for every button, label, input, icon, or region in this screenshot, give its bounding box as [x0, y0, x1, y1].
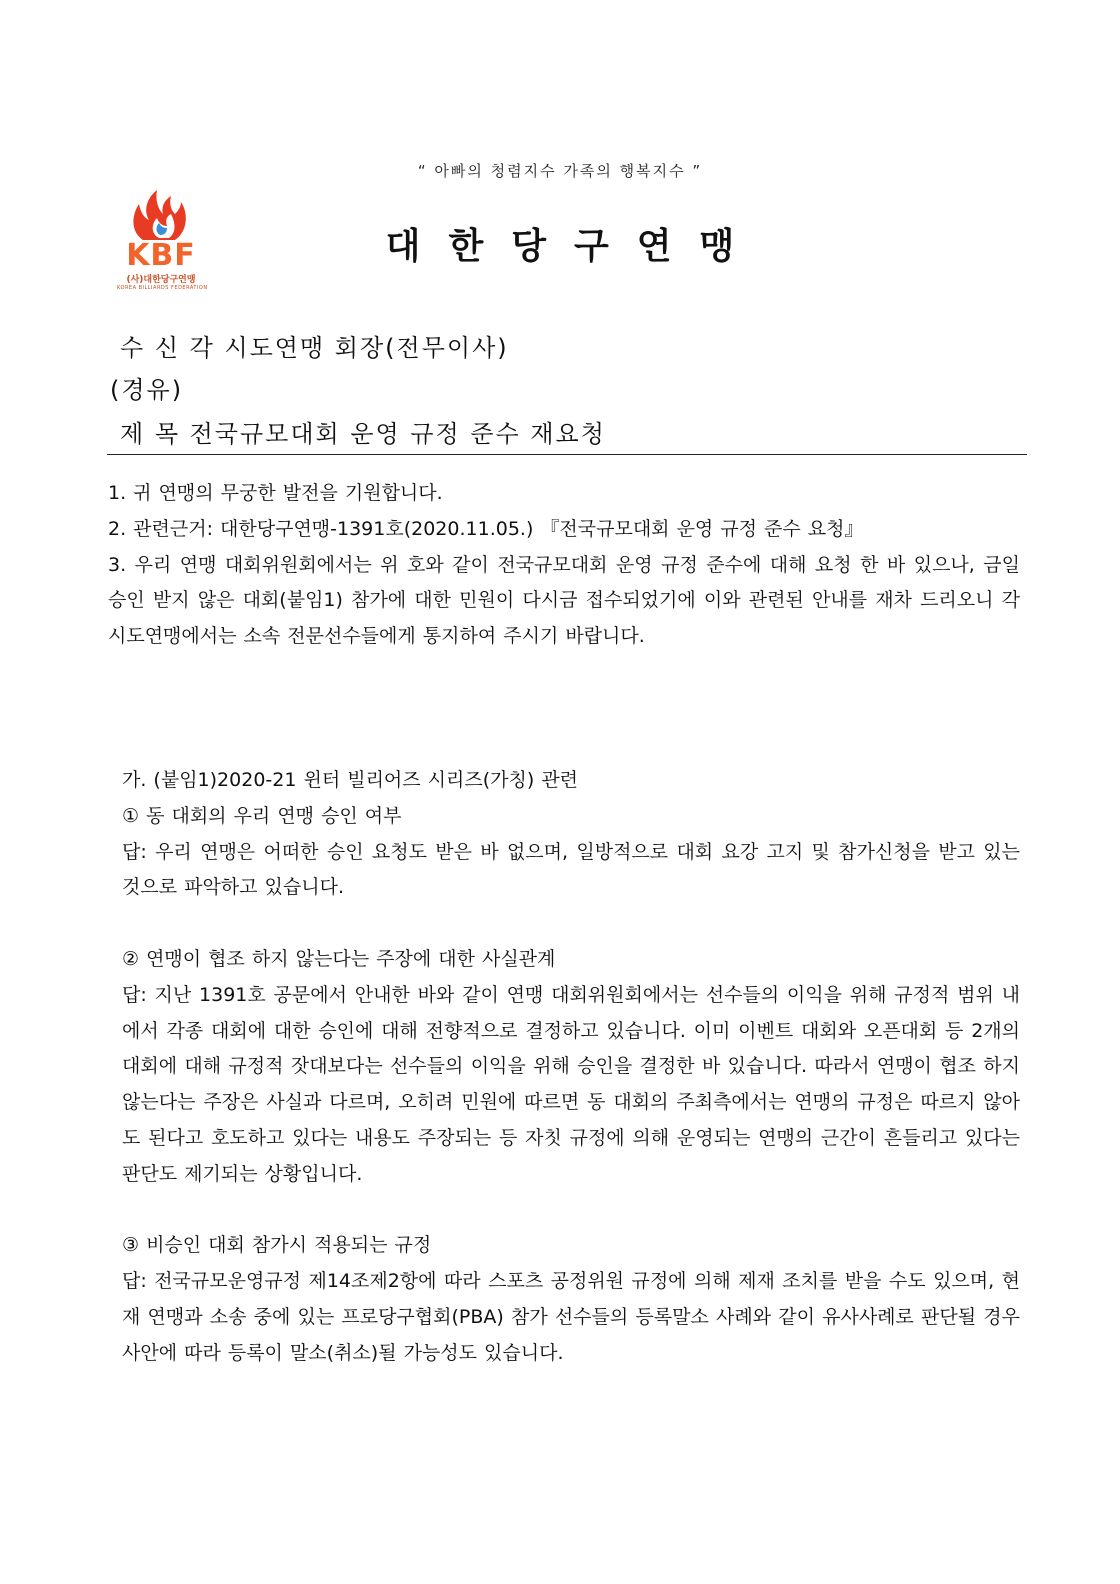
- paragraph-2: 2. 관련근거: 대한당구연맹-1391호(2020.11.05.) 『전국규모대회 운영 규정 준수 요청』: [108, 517, 864, 540]
- section-heading: 가. (붙임1)2020-21 윈터 빌리어즈 시리즈(가칭) 관련: [122, 769, 579, 791]
- header-divider: [107, 454, 1027, 455]
- organization-title: 대한당구연맹: [385, 226, 763, 267]
- item-2-title: ② 연맹이 협조 하지 않는다는 주장에 대한 사실관계: [122, 947, 556, 970]
- recipient-line: 수 신 각 시도연맹 회장(전무이사): [120, 334, 509, 362]
- attachment-section: [122, 763, 1020, 1372]
- item-3-answer: 답: 전국규모운영규정 제14조제2항에 따라 스포츠 공정위원 규정에 의해 제재 조치를 받을 수도 있으며, 현재 연맹과 소송 중에 있는 프로당구협회(PBA) 참가 선수들의 등록말소 사례와 같이 유사사례로 판단될 경우 사안에 따라 등록이 말소(취소)될 가능성도 있습니다.: [122, 1270, 1020, 1364]
- item-2-answer: 답: 지난 1391호 공문에서 안내한 바와 같이 연맹 대회위원회에서는 선수들의 이익을 위해 규정적 범위 내에서 각종 대회에 대한 승인에 대해 전향적으로 결정하고 있습니다. 이미 이벤트 대회와 오픈대회 등 2개의 대회에 대해 규정적 잣대보다는 선수들의 이익을 위해 승인을 결정한 바 있습니다. 따라서 연맹이 협조 하지 않는다는 주장은 사실과 다르며, 오히려 민원에 따르면 동 대회의 주최측에서는 연맹의 규정은 따르지 않아도 된다고 호도하고 있다는 내용도 주장되는 등 자칫 규정에 의해 운영되는 연맹의 근간이 흔들리고 있다는 판단도 제기되는 상황입니다.: [122, 983, 1020, 1185]
- item-1-answer: 답: 우리 연맹은 어떠한 승인 요청도 받은 바 없으며, 일방적으로 대회 요강 고지 및 참가신청을 받고 있는 것으로 파악하고 있습니다.: [122, 840, 1020, 899]
- via-line: (경유): [110, 376, 184, 404]
- paragraph-3: 3. 우리 연맹 대회위원회에서는 위 호와 같이 전국규모대회 운영 규정 준수에 대해 요청 한 바 있으나, 금일 승인 받지 않은 대회(붙임1) 참가에 대한 민원이 다시금 접수되었기에 이와 관련된 안내를 재차 드리오니 각 시도연맹에서는 소속 전문선수들에게 통지하여 주시기 바랍니다.: [108, 553, 1020, 648]
- logo-korean-name: (사)대한당구연맹: [126, 275, 196, 285]
- slogan: “ 아빠의 청렴지수 가족의 행복지수 ”: [417, 162, 703, 180]
- logo-text: KBF: [126, 238, 196, 273]
- item-1-title: ① 동 대회의 우리 연맹 승인 여부: [122, 804, 402, 827]
- subject-line: 제 목 전국규모대회 운영 규정 준수 재요청: [120, 420, 606, 448]
- item-3-title: ③ 비승인 대회 참가시 적용되는 규정: [122, 1234, 432, 1257]
- body-paragraphs: [108, 476, 1020, 655]
- logo-english-name: KOREA BILLIARDS FEDERATION: [117, 285, 208, 291]
- paragraph-1: 1. 귀 연맹의 무궁한 발전을 기원합니다.: [108, 482, 443, 504]
